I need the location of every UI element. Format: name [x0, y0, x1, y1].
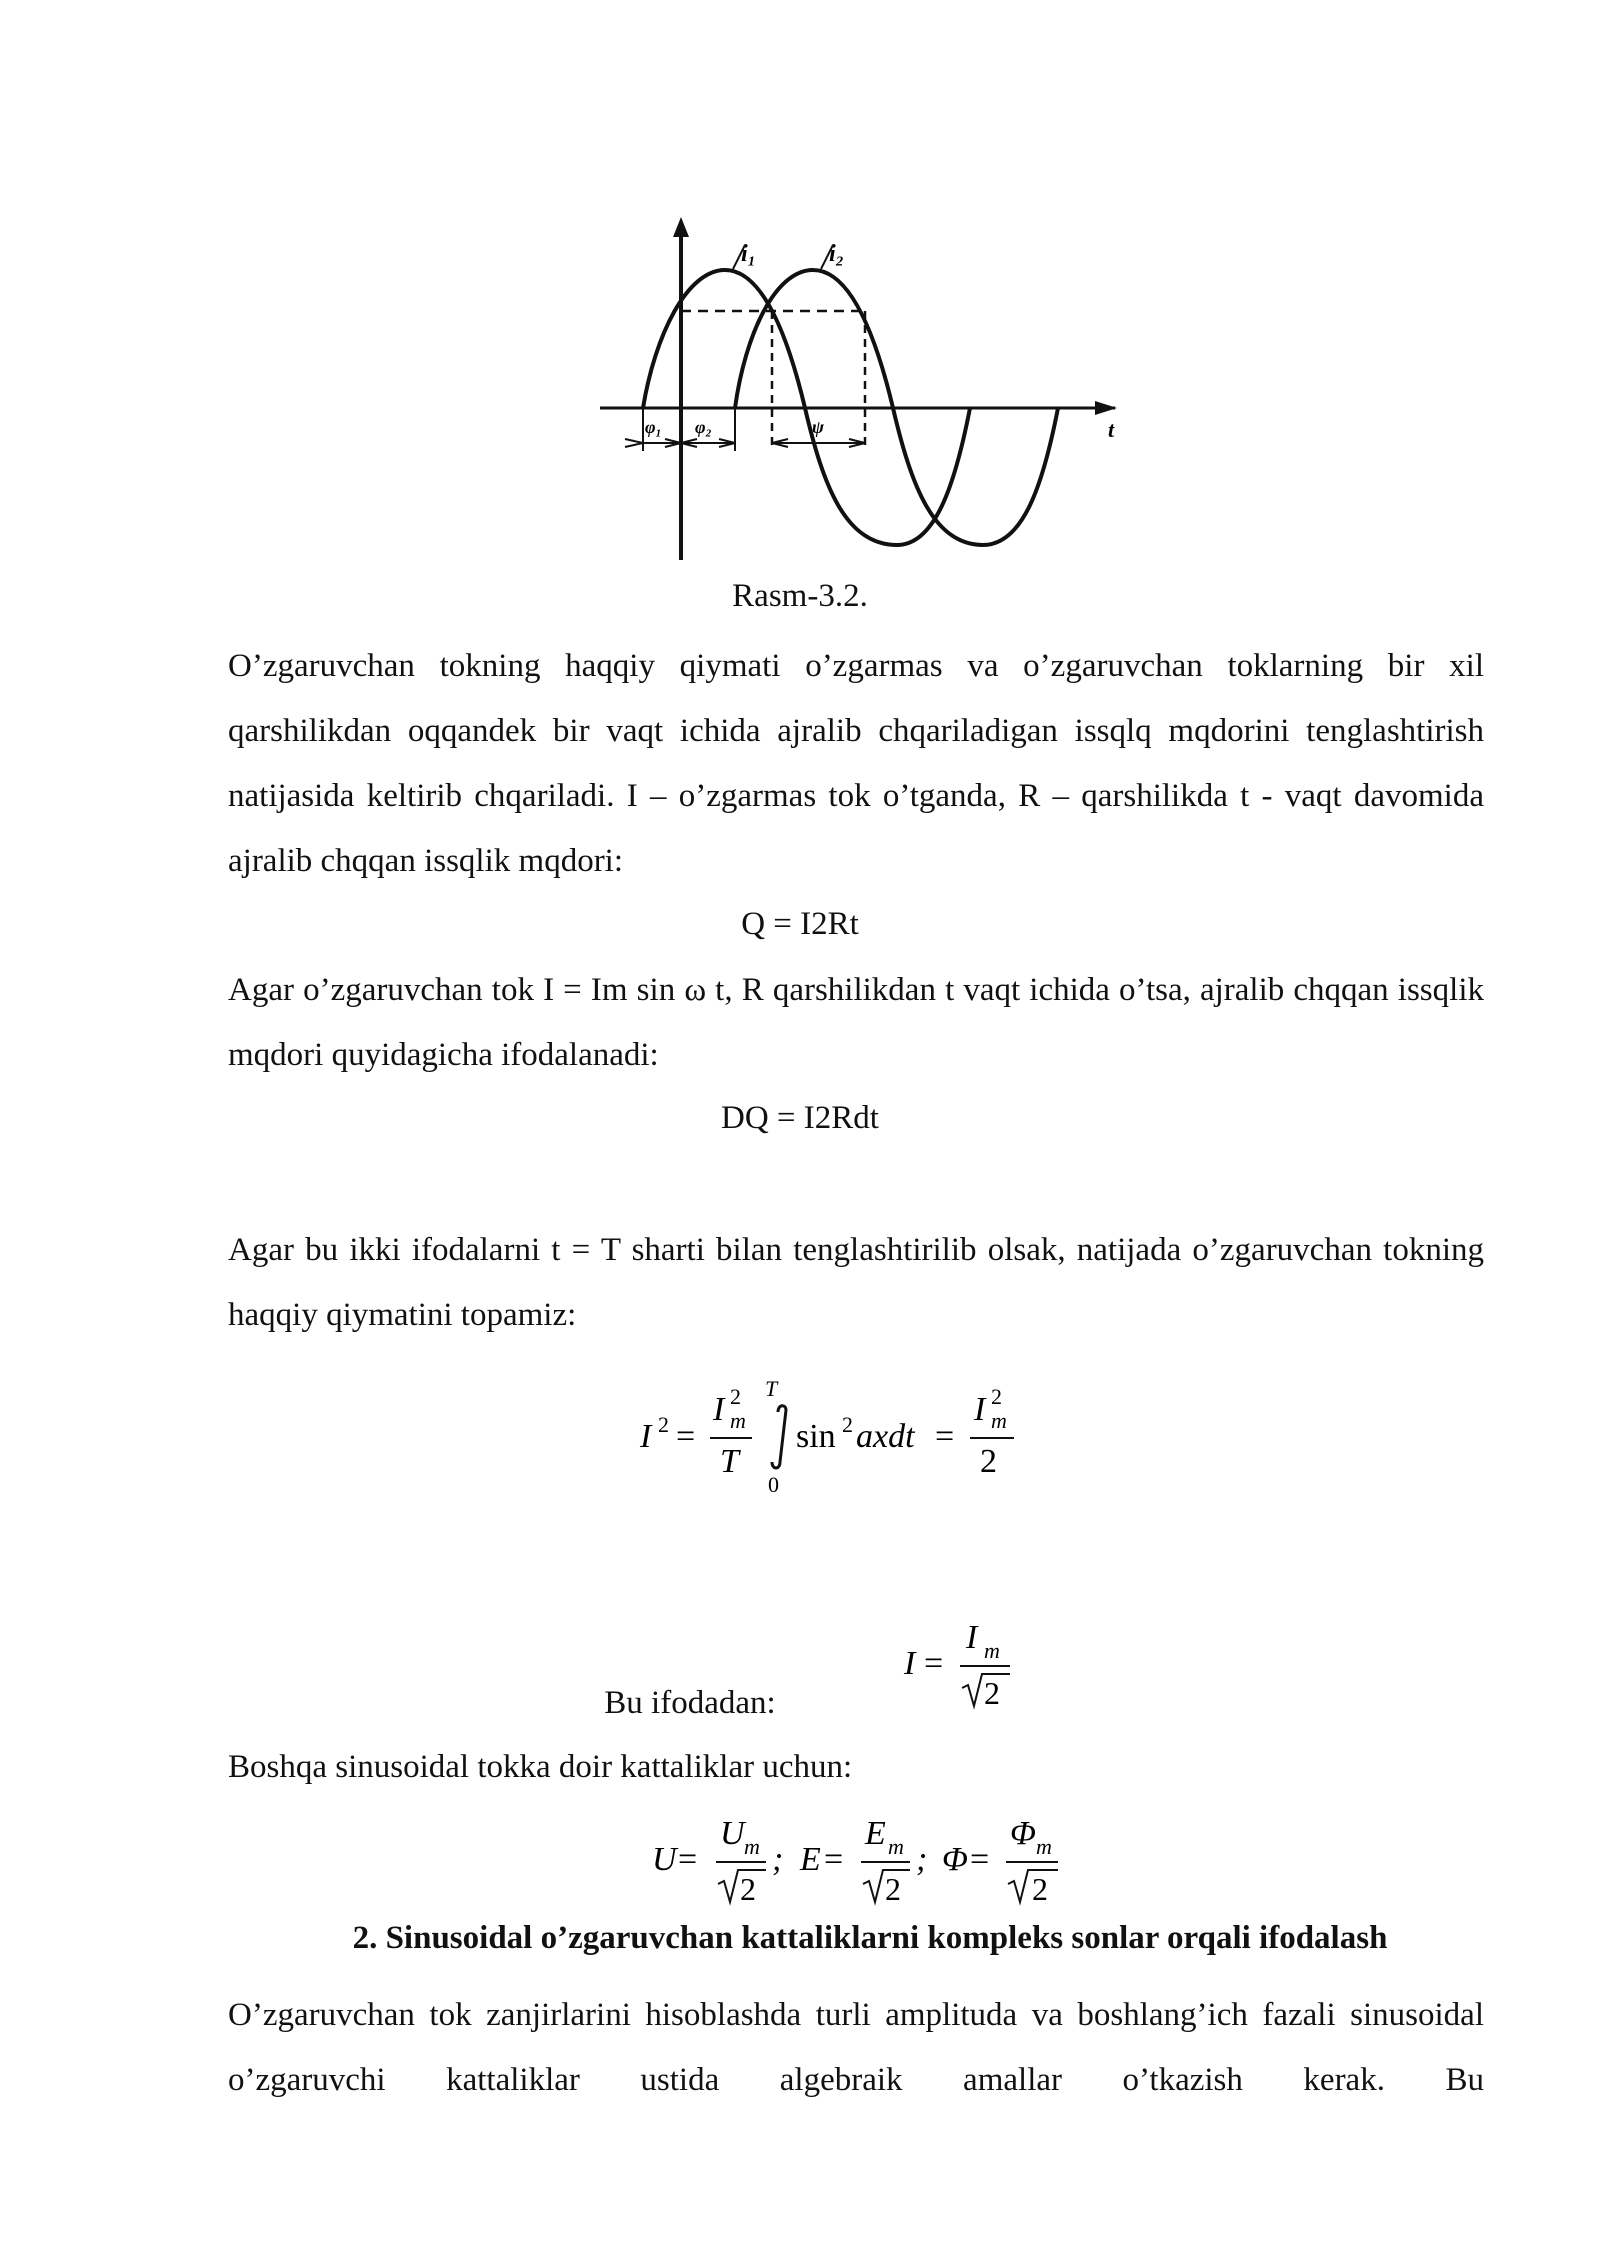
eq-rms-eq: =: [924, 1645, 944, 1682]
paragraph-2: Agar o’zgaruvchan tok I = Im sin ω t, R qarshilikdan t vaqt ichida o’tsa, ajralib chqqan issqlik mqdori quyidagicha ifodalanadi:: [228, 972, 1484, 1073]
eq-rms-den: 2: [984, 1675, 1000, 1711]
i1-label: i₁: [741, 241, 757, 267]
eq-rms-num: I: [966, 1619, 978, 1656]
eq-f-num: Φ: [1010, 1815, 1036, 1852]
phi1-label: φ₁: [645, 417, 662, 437]
eq-int-den-t: T: [720, 1443, 739, 1480]
y-axis-arrow: [673, 217, 689, 237]
eq-int-rhs-num-i: I: [974, 1391, 986, 1428]
eq-e-eq: =: [824, 1841, 844, 1878]
eq-e-num: E: [865, 1815, 886, 1852]
eq-e-lhs: E: [800, 1841, 821, 1878]
t-axis-arrow: [1095, 401, 1117, 415]
t-axis-label: t: [1108, 417, 1115, 442]
phi2-label: φ₂: [695, 417, 712, 437]
eq-f-eq: =: [970, 1841, 990, 1878]
section-heading: 2. Sinusoidal o’zgaruvchan kattaliklarni kompleks sonlar orqali ifodalash: [352, 1920, 1388, 1956]
eq-int-num-sub: m: [730, 1408, 746, 1433]
equation-integral: [630, 1370, 1030, 1510]
formula-dq: DQ = I2Rdt: [721, 1100, 879, 1136]
integral-sign: [772, 1406, 786, 1468]
bu-ifodadan-label: Bu ifodadan:: [604, 1685, 776, 1721]
paragraph-4: Boshqa sinusoidal tokka doir kattaliklar uchun:: [228, 1749, 853, 1785]
figure-caption: Rasm-3.2.: [732, 578, 868, 614]
eq-int-rhs-num-sub: m: [991, 1408, 1007, 1433]
equation-rms: [900, 1612, 1030, 1722]
eq-u-den: 2: [740, 1871, 756, 1907]
paragraph-1: O’zgaruvchan tokning haqqiy qiymati o’zgarmas va o’zgaruvchan toklarning bir xil qarshilikdan oqqandek bir vaqt ichida ajralib chqariladigan issqlq mqdorini tenglashtirish natijasida keltirib chqariladi. I – o’zgarmas tok o’tganda, R – qarshilikda t - vaqt davomida ajralib chqqan issqlik mqdori:: [228, 648, 1484, 879]
eq-int-arg: axdt: [856, 1418, 915, 1455]
eq-int-num-i: I: [713, 1391, 725, 1428]
paragraph-5: O’zgaruvchan tok zanjirlarini hisoblashda turli amplituda va boshlang’ich fazali sinusoidal o’zgaruvchi kattaliklar ustida algebraik amallar o’tkazish kerak. Bu: [228, 1997, 1484, 2098]
eq-rms-sub: m: [984, 1638, 1000, 1663]
eq-int-lhs: I: [640, 1418, 652, 1455]
eq-u-sub: m: [744, 1834, 760, 1859]
eq-u-num: U: [720, 1815, 745, 1852]
sine-waves-diagram: [595, 215, 1135, 565]
eq-f-den: 2: [1032, 1871, 1048, 1907]
eq-e-sub: m: [888, 1834, 904, 1859]
eq-e-den: 2: [885, 1871, 901, 1907]
eq-int-num-sq: 2: [730, 1384, 741, 1409]
eq-int-eq: =: [676, 1418, 696, 1455]
eq-int-lhs-sq: 2: [658, 1412, 669, 1437]
eq-int-rhs-num-sq: 2: [991, 1384, 1002, 1409]
eq-int-sin: sin: [796, 1418, 836, 1455]
eq-sep-1: ;: [772, 1841, 784, 1878]
psi-label: ψ: [812, 417, 825, 437]
sine-waves-figure: [595, 215, 1135, 565]
paragraph-3: Agar bu ikki ifodalarni t = T sharti bilan tenglashtirilib olsak, natijada o’zgaruvchan tokning haqqiy qiymatini topamiz:: [228, 1232, 1484, 1333]
eq-rms-lhs: I: [904, 1645, 916, 1682]
eq-int-upper: T: [765, 1376, 778, 1401]
eq-u-eq: =: [678, 1841, 698, 1878]
eq-sep-2: ;: [916, 1841, 928, 1878]
eq-int-sin-sq: 2: [842, 1412, 853, 1437]
eq-int-eq2: =: [935, 1418, 955, 1455]
eq-int-lower: 0: [768, 1472, 779, 1497]
eq-f-lhs: Φ: [942, 1841, 968, 1878]
equation-others: [650, 1808, 1070, 1918]
eq-int-den-2: 2: [980, 1443, 997, 1480]
i2-label: i₂: [829, 241, 845, 267]
eq-f-sub: m: [1036, 1834, 1052, 1859]
eq-u-lhs: U: [652, 1841, 677, 1878]
formula-q: Q = I2Rt: [741, 906, 859, 942]
